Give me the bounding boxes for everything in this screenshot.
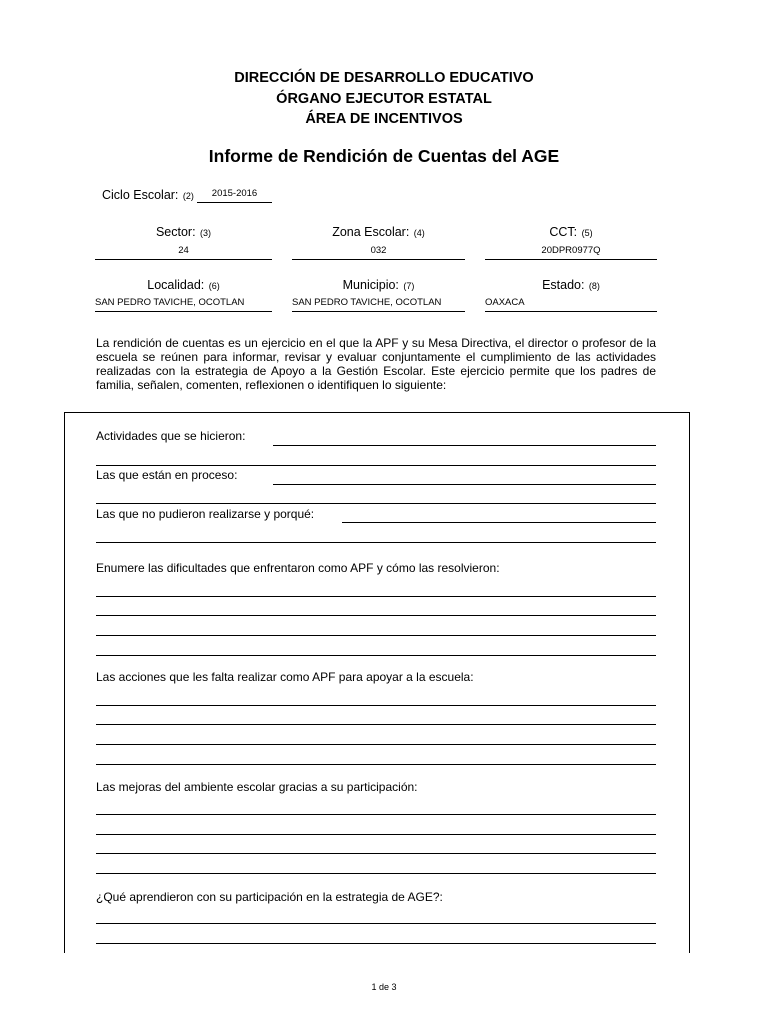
- municipio-number: (7): [403, 281, 415, 291]
- answer-line[interactable]: [96, 873, 656, 874]
- answer-line[interactable]: [96, 853, 656, 854]
- answer-line[interactable]: [96, 596, 656, 597]
- question-not-done: Las que no pudieron realizarse y porqué:: [96, 507, 315, 521]
- zona-escolar-field[interactable]: 032: [292, 245, 465, 260]
- question-pending-actions: Las acciones que les falta realizar como APF para apoyar a la escuela:: [96, 670, 474, 684]
- answer-line[interactable]: [273, 445, 656, 446]
- answer-line[interactable]: [96, 764, 656, 765]
- ciclo-escolar-label: Ciclo Escolar:: [102, 188, 179, 202]
- cct-label-group: [485, 223, 657, 241]
- answer-line[interactable]: [96, 744, 656, 745]
- question-activities-done: Actividades que se hicieron:: [96, 429, 246, 443]
- page-number: 1 de 3: [371, 982, 397, 992]
- answer-line[interactable]: [96, 465, 656, 466]
- answer-line[interactable]: [96, 724, 656, 725]
- localidad-label-group: [95, 276, 272, 294]
- municipio-field[interactable]: SAN PEDRO TAVICHE, OCOTLAN: [292, 297, 465, 312]
- answer-line[interactable]: [96, 542, 656, 543]
- question-in-progress: Las que están en proceso:: [96, 468, 238, 482]
- zona-escolar-label-group: [292, 223, 465, 241]
- sector-field[interactable]: 24: [95, 245, 272, 260]
- ciclo-escolar-number: (2): [182, 191, 194, 201]
- localidad-field[interactable]: SAN PEDRO TAVICHE, OCOTLAN: [95, 297, 272, 312]
- municipio-label-group: [292, 276, 465, 294]
- sector-label-group: [95, 223, 272, 241]
- cct-field[interactable]: 20DPR0977Q: [485, 245, 657, 260]
- answer-line[interactable]: [96, 834, 656, 835]
- sector-number: (3): [200, 228, 212, 238]
- header-line-3: ÁREA DE INCENTIVOS: [305, 111, 463, 127]
- estado-label: Estado:: [542, 278, 585, 292]
- cct-label: CCT:: [549, 225, 578, 239]
- question-improvements: Las mejoras del ambiente escolar gracias a su participación:: [96, 780, 418, 794]
- answer-line[interactable]: [96, 615, 656, 616]
- answer-line[interactable]: [96, 705, 656, 706]
- estado-label-group: [485, 276, 657, 294]
- zona-escolar-number: (4): [413, 228, 425, 238]
- zona-escolar-label: Zona Escolar:: [332, 225, 410, 239]
- question-learning: ¿Qué aprendieron con su participación en la estrategia de AGE?:: [96, 890, 443, 904]
- cct-number: (5): [581, 228, 593, 238]
- question-difficulties: Enumere las dificultades que enfrentaron como APF y cómo las resolvieron:: [96, 561, 500, 575]
- ciclo-escolar-label-group: [102, 186, 194, 204]
- header-line-1: DIRECCIÓN DE DESARROLLO EDUCATIVO: [234, 70, 534, 86]
- estado-field[interactable]: OAXACA: [485, 297, 657, 312]
- header-line-2: ÓRGANO EJECUTOR ESTATAL: [276, 91, 492, 107]
- answer-line[interactable]: [96, 814, 656, 815]
- answer-line[interactable]: [273, 484, 656, 485]
- answer-line[interactable]: [342, 522, 656, 523]
- document-title: Informe de Rendición de Cuentas del AGE: [208, 146, 560, 166]
- ciclo-escolar-field[interactable]: 2015-2016: [197, 188, 272, 203]
- localidad-number: (6): [208, 281, 220, 291]
- sector-label: Sector:: [155, 225, 196, 239]
- localidad-label: Localidad:: [147, 278, 205, 292]
- answer-line[interactable]: [96, 655, 656, 656]
- answer-line[interactable]: [96, 503, 656, 504]
- answer-line[interactable]: [96, 943, 656, 944]
- municipio-label: Municipio:: [342, 278, 399, 292]
- estado-number: (8): [588, 281, 600, 291]
- answer-line[interactable]: [96, 923, 656, 924]
- answer-line[interactable]: [96, 635, 656, 636]
- intro-paragraph: La rendición de cuentas es un ejercicio en el que la APF y su Mesa Directiva, el director o profesor de la escuela se reúnen para informar, revisar y evaluar conjuntamente el cumplimiento de las actividades realizadas con la estrategia de Apoyo a la Gestión Escolar. Este ejercicio permite que los padres de familia, señalen, comenten, reflexionen o identifiquen lo siguiente:: [96, 336, 656, 392]
